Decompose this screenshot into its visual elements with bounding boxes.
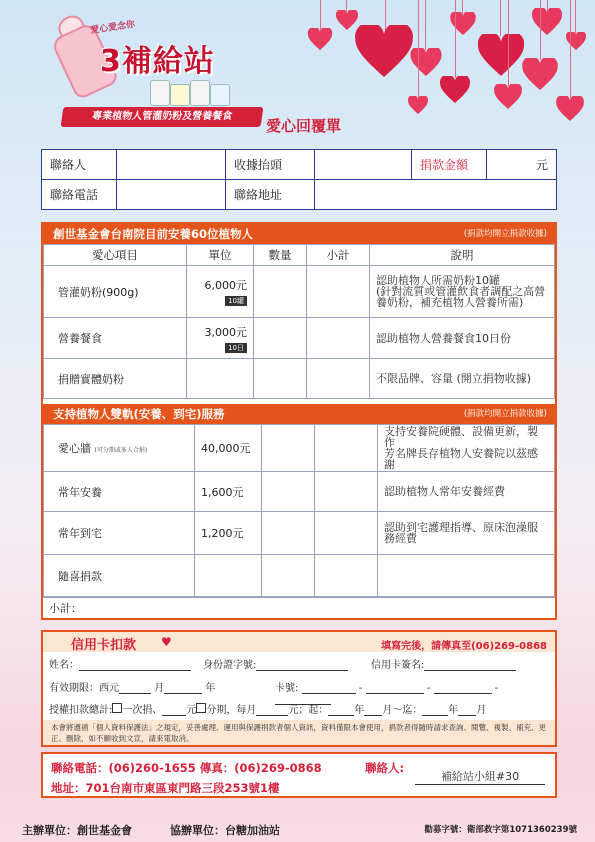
footer-contact-value: 補給站小組#30 bbox=[415, 768, 545, 785]
end-year-field[interactable] bbox=[422, 705, 448, 716]
heart-icon bbox=[532, 8, 562, 35]
item-name: 常年到宅 bbox=[44, 512, 195, 555]
item-name: 營養餐食 bbox=[44, 318, 187, 359]
item-desc bbox=[378, 555, 555, 597]
item-name: 隨喜捐款 bbox=[44, 555, 195, 597]
co-organizer: 協辦單位：台糖加油站 bbox=[170, 824, 280, 837]
card-title: 信用卡扣款 bbox=[71, 638, 137, 653]
brand-logo-text: 3補給站 bbox=[100, 44, 215, 79]
expiry-label: 有效期限：西元 bbox=[49, 683, 119, 694]
id-field[interactable] bbox=[256, 660, 348, 671]
item-desc: 認助植物人常年安養經費 bbox=[378, 472, 555, 512]
subtotal-input[interactable] bbox=[307, 266, 370, 318]
once-label: 一次捐、 bbox=[122, 705, 163, 716]
qty-input[interactable] bbox=[262, 425, 315, 472]
yuan-label: 元 bbox=[186, 705, 197, 716]
item-name: 愛心牆 bbox=[58, 442, 91, 455]
col-item: 愛心項目 bbox=[44, 245, 187, 266]
start-label: 元；起： bbox=[288, 705, 329, 716]
start-year-field[interactable] bbox=[328, 705, 354, 716]
organizer: 主辦單位：創世基金會 bbox=[22, 824, 132, 837]
section1-table bbox=[43, 244, 555, 399]
qty-input[interactable] bbox=[262, 512, 315, 555]
sign-label: 信用卡簽名: bbox=[371, 660, 425, 671]
monthly-label: 分期，每月 bbox=[206, 705, 257, 716]
heart-icon bbox=[408, 96, 428, 114]
table-row bbox=[44, 425, 555, 472]
expiry-year-field[interactable] bbox=[119, 683, 151, 694]
expiry-year-label: 年 bbox=[205, 683, 216, 694]
qty-input[interactable] bbox=[262, 472, 315, 512]
heart-icon bbox=[566, 32, 586, 50]
subtotal-input[interactable] bbox=[315, 555, 378, 597]
heart-icon: ♥ bbox=[161, 635, 172, 649]
heart-icon bbox=[478, 34, 524, 76]
item-sub: (可分期或多人合捐) bbox=[94, 447, 148, 454]
heart-icon bbox=[450, 12, 476, 35]
item-name: 常年安養 bbox=[44, 472, 195, 512]
contact-name-label: 聯絡人 bbox=[42, 150, 117, 180]
section2-header bbox=[43, 404, 555, 424]
milk-cans-icon bbox=[150, 78, 230, 106]
qty-input[interactable] bbox=[254, 359, 307, 399]
section1-header bbox=[43, 224, 555, 244]
unit-price: 1,200元 bbox=[195, 512, 262, 555]
subtotal-input[interactable] bbox=[315, 425, 378, 472]
col-qty: 數量 bbox=[254, 245, 307, 266]
sign-field[interactable] bbox=[424, 660, 516, 671]
fax-note: 填寫完後，請傳真至(06)269-0868 bbox=[381, 641, 547, 652]
receipt-title-field[interactable] bbox=[315, 150, 412, 180]
expiry-month-field[interactable] bbox=[164, 683, 202, 694]
heart-icon bbox=[522, 58, 558, 90]
card-no-field-1[interactable] bbox=[302, 683, 356, 694]
total-label: 小計： bbox=[49, 602, 82, 615]
amount-field[interactable] bbox=[487, 150, 557, 180]
footer-contact-box bbox=[41, 752, 557, 798]
monthly-amount-field[interactable] bbox=[256, 705, 288, 716]
item-name: 捐贈實體奶粉 bbox=[44, 359, 187, 399]
heart-icon bbox=[440, 76, 470, 103]
section2-title: 支持植物人雙軌(安養、到宅)服務 bbox=[53, 407, 225, 421]
heart-icon bbox=[410, 48, 442, 76]
table-row bbox=[44, 359, 555, 399]
privacy-notice: 本會將遵循「個人資料保護法」之規定，妥善處理、運用與保護捐款者個人資訊，資料僅限本會使用，捐款者得隨時請求查詢、閱覽、複製、補充、更正、刪除，如不願收到文宣，請來電取消。 bbox=[43, 720, 555, 745]
item-desc: 不限品牌、容量 (開立捐物收據) bbox=[370, 359, 555, 399]
id-label: 身份證字號: bbox=[203, 660, 257, 671]
card-no-field-3[interactable] bbox=[434, 683, 492, 694]
qty-input[interactable] bbox=[254, 266, 307, 318]
unit-price: 3,000元 bbox=[204, 325, 247, 339]
monthly-checkbox[interactable] bbox=[196, 703, 206, 713]
contact-phone-label: 聯絡電話 bbox=[42, 180, 117, 210]
start-month-field[interactable] bbox=[364, 705, 382, 716]
contact-table bbox=[41, 149, 557, 210]
subtotal-input[interactable] bbox=[315, 472, 378, 512]
donation-form bbox=[41, 222, 557, 620]
table-row bbox=[44, 512, 555, 555]
footer-contact-label: 聯絡人: bbox=[365, 761, 405, 775]
receipt-title-label: 收據抬頭 bbox=[226, 150, 315, 180]
table-row bbox=[44, 318, 555, 359]
amount-label: 捐款金額 bbox=[412, 150, 487, 180]
qty-tag: 10罐 bbox=[225, 296, 247, 306]
col-subtotal: 小計 bbox=[307, 245, 370, 266]
qty-tag: 10日 bbox=[225, 343, 247, 353]
page-title: 愛心回覆單 bbox=[266, 117, 342, 135]
qty-input[interactable] bbox=[254, 318, 307, 359]
card-no-label: 卡號: bbox=[275, 683, 299, 694]
unit-price: 1,600元 bbox=[195, 472, 262, 512]
item-desc: 認助植物人所需奶粉10罐 (針對流質或管灌飲食者調配之高營養奶粉，補充植物人營養所需) bbox=[370, 266, 555, 318]
qty-input[interactable] bbox=[262, 555, 315, 597]
table-row bbox=[44, 472, 555, 512]
footer-address: 地址：701台南市東區東門路三段253號1樓 bbox=[51, 781, 280, 795]
brand-subtitle: 愛心愛念你 bbox=[89, 19, 136, 37]
unit-price: 40,000元 bbox=[195, 425, 262, 472]
unit-price: 6,000元 bbox=[204, 279, 247, 292]
card-name-label: 姓名： bbox=[49, 660, 79, 671]
credit-card-section: 信用卡扣款 ♥ 填寫完後，請傳真至(06)269-0868 姓名： 身份證字號: 信用卡簽名: 有效期限：西元 月 年 卡號: - - - 授權扣款總計: 一次捐、 元 分期，每月 元；起： 年 月～迄： 年 月 本會將遵循「個人資料保護法」之規定，妥善處理、運用與保護捐款者個人資訊，資料僅限本會使用，捐款者得隨時請求查詢、閱覽、複製、補充、更正、刪除，如不願收到文宣，請來電取消。 bbox=[41, 630, 557, 747]
table-row bbox=[44, 555, 555, 597]
section2-note: (捐款均開立捐款收據) bbox=[463, 409, 547, 419]
end-month-field[interactable] bbox=[458, 705, 476, 716]
currency-label: 元 bbox=[535, 158, 548, 172]
total-row[interactable] bbox=[43, 597, 555, 618]
header-banner: 專業植物人管灌奶粉及營養餐食 bbox=[61, 107, 264, 127]
section1-title: 創世基金會台南院目前安養60位植物人 bbox=[53, 227, 254, 241]
subtotal-input[interactable] bbox=[315, 512, 378, 555]
contact-name-field[interactable] bbox=[117, 150, 226, 180]
footer-phone: 聯絡電話：(06)260-1655 傳真：(06)269-0868 bbox=[51, 761, 322, 775]
permit-number: 勸募字號：衛部救字第1071360239號 bbox=[424, 825, 577, 835]
year2-label: 年 bbox=[354, 705, 365, 716]
contact-address-label: 聯絡地址 bbox=[226, 180, 315, 210]
card-header bbox=[43, 632, 555, 652]
expiry-month-label: 月 bbox=[154, 683, 165, 694]
heart-icon bbox=[307, 28, 333, 50]
section2-table bbox=[43, 424, 555, 597]
heart-icon bbox=[556, 96, 584, 121]
item-desc: 認助植物人營養餐食10日份 bbox=[370, 318, 555, 359]
item-name: 管灌奶粉(900g) bbox=[44, 266, 187, 318]
col-unit: 單位 bbox=[187, 245, 254, 266]
auth-label: 授權扣款總計: bbox=[49, 705, 113, 716]
once-amount-field[interactable] bbox=[162, 705, 186, 716]
card-no-field-2[interactable] bbox=[366, 683, 424, 694]
heart-icon bbox=[494, 84, 522, 109]
unit-price bbox=[187, 359, 254, 399]
subtotal-input[interactable] bbox=[307, 318, 370, 359]
contact-address-field[interactable] bbox=[315, 180, 557, 210]
table-row bbox=[44, 266, 555, 318]
section1-note: (捐款均開立捐款收據) bbox=[463, 229, 547, 239]
once-checkbox[interactable] bbox=[112, 703, 122, 713]
item-desc: 認助到宅護理指導、原床泡澡服務經費 bbox=[378, 512, 555, 555]
heart-icon bbox=[355, 25, 413, 77]
subtotal-input[interactable] bbox=[307, 359, 370, 399]
month3-label: 月 bbox=[476, 705, 487, 716]
month2-label: 月～迄： bbox=[382, 705, 423, 716]
unit-price bbox=[195, 555, 262, 597]
col-desc: 說明 bbox=[370, 245, 555, 266]
item-desc: 支持安養院硬體、設備更新，製作 芳名牌長存植物人安養院以茲感謝 bbox=[378, 425, 555, 472]
year3-label: 年 bbox=[448, 705, 459, 716]
contact-phone-field[interactable] bbox=[117, 180, 226, 210]
card-name-field[interactable] bbox=[79, 660, 191, 671]
